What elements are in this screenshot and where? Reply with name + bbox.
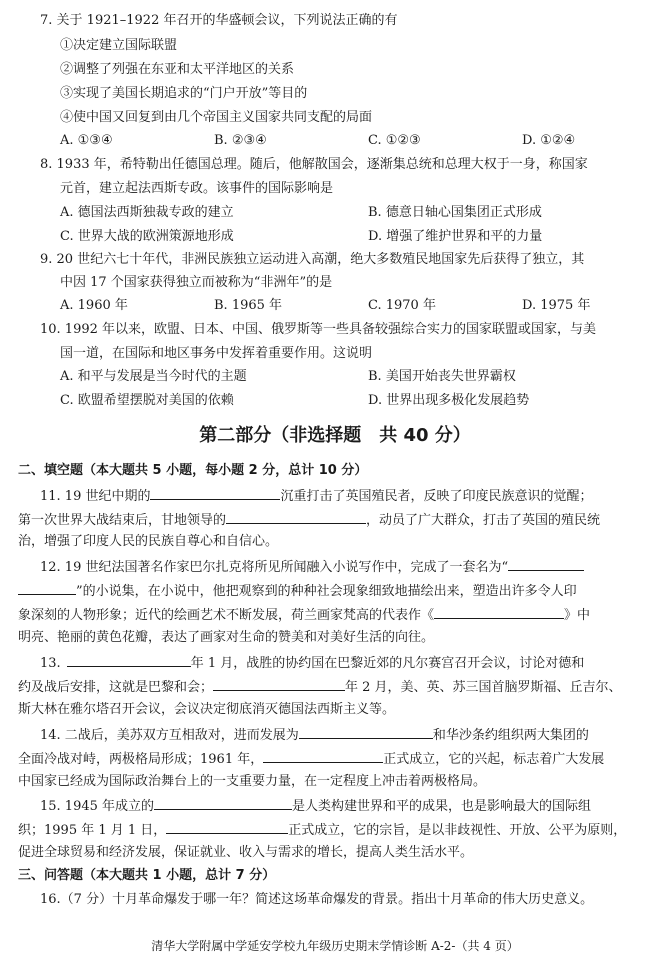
q15-text-a: 15. 1945 年成立的 xyxy=(40,799,155,814)
q14-line-3: 中国家已经成为国际政治舞台上的一支重要力量，在一定程度上冲击着两极格局。 xyxy=(18,774,487,789)
q7-option-a[interactable]: A. ①③④ xyxy=(60,133,113,148)
q11-line-1 xyxy=(40,486,593,504)
q10-option-d[interactable]: D. 世界出现多极化发展趋势 xyxy=(368,393,530,408)
q9-option-b[interactable]: B. 1965 年 xyxy=(214,298,283,313)
q11-text-c: 第一次世界大战结束后，甘地领导的 xyxy=(18,513,227,528)
q7-item-3: ③实现了美国长期追求的“门户开放”等目的 xyxy=(60,86,308,101)
q9-stem-line-2: 中因 17 个国家获得独立而被称为“非洲年”的是 xyxy=(60,275,333,290)
q11-blank-2[interactable] xyxy=(226,510,366,524)
q7-stem: 7. 关于 1921–1922 年召开的华盛顿会议，下列说法正确的有 xyxy=(40,13,398,28)
q9-option-d[interactable]: D. 1975 年 xyxy=(522,298,591,313)
q12-text-c: 象深刻的人物形象；近代的绘画艺术不断发展，荷兰画家梵高的代表作《 xyxy=(18,608,435,623)
q14-text-a: 14. 二战后，美苏双方互相敌对，进而发展为 xyxy=(40,728,299,743)
q11-text-d: ，动员了广大群众，打击了英国的殖民统 xyxy=(366,513,601,528)
part2-title: 第二部分（非选择题 共 40 分） xyxy=(199,425,471,446)
q8-stem-line-1: 8. 1933 年，希特勒出任德国总理。随后，他解散国会，逐渐集总统和总理大权于一身，称国家 xyxy=(40,157,588,172)
q12-text-a: 12. 19 世纪法国著名作家巴尔扎克将所见所闻融入小说写作中，完成了一套名为“ xyxy=(40,560,509,575)
q15-blank-2[interactable] xyxy=(166,820,288,834)
q16-stem: 16.（7 分）十月革命爆发于哪一年？简述这场革命爆发的背景。指出十月革命的伟大历史意义。 xyxy=(40,892,594,907)
q7-item-4: ④使中国又回复到由几个帝国主义国家共同支配的局面 xyxy=(60,110,373,125)
q13-text-b: 年 1 月，战胜的协约国在巴黎近郊的凡尔赛宫召开会议，讨论对德和 xyxy=(190,656,585,671)
q13-line-2 xyxy=(18,677,622,695)
q12-line-4: 明亮、艳丽的黄色花瓣，表达了画家对生命的赞美和对美好生活的向往。 xyxy=(18,630,435,645)
q12-line-3 xyxy=(18,605,590,623)
q12-text-b: ”的小说集，在小说中，他把观察到的种种社会现象细致地描绘出来，塑造出许多令人印 xyxy=(76,584,577,599)
q13-line-1 xyxy=(40,653,584,671)
fill-section-heading: 二、填空题（本大题共 5 小题，每小题 2 分，总计 10 分） xyxy=(18,463,368,478)
q12-line-1 xyxy=(40,557,584,575)
q8-option-b[interactable]: B. 德意日轴心国集团正式形成 xyxy=(368,205,542,220)
q14-text-d: 正式成立，它的兴起，标志着广大发展 xyxy=(383,752,605,767)
q15-text-c: 织；1995 年 1 月 1 日， xyxy=(18,823,167,838)
q14-text-b: 和华沙条约组织两大集团的 xyxy=(432,728,589,743)
q7-option-d[interactable]: D. ①②④ xyxy=(522,133,576,148)
q13-blank-2[interactable] xyxy=(213,677,345,691)
q9-stem-line-1: 9. 20 世纪六七十年代，非洲民族独立运动进入高潮，绝大多数殖民地国家先后获得了独立，其 xyxy=(40,252,585,267)
q13-text-a: 13. xyxy=(40,656,61,671)
q13-line-3: 斯大林在雅尔塔召开会议，会议决定彻底消灭德国法西斯主义等。 xyxy=(18,702,396,717)
q14-line-1 xyxy=(40,725,589,743)
q15-line-2 xyxy=(18,820,626,838)
q15-blank-1[interactable] xyxy=(154,796,292,810)
q11-blank-1[interactable] xyxy=(150,486,280,500)
q15-line-1 xyxy=(40,796,591,814)
q14-line-2 xyxy=(18,749,604,767)
q7-option-c[interactable]: C. ①②③ xyxy=(368,133,421,148)
q15-text-d: 正式成立，它的宗旨，是以非歧视性、开放、公平为原则， xyxy=(288,823,627,838)
q7-option-b[interactable]: B. ②③④ xyxy=(214,133,267,148)
qa-section-heading: 三、问答题（本大题共 1 小题，总计 7 分） xyxy=(18,868,276,883)
q12-blank-2[interactable] xyxy=(434,605,564,619)
q11-line-3: 治，增强了印度人民的民族自尊心和自信心。 xyxy=(18,534,279,549)
q9-option-c[interactable]: C. 1970 年 xyxy=(368,298,436,313)
q12-blank-1a[interactable] xyxy=(508,557,584,571)
q12-blank-1b[interactable] xyxy=(18,581,76,595)
q11-line-2 xyxy=(18,510,600,528)
q7-item-1: ①决定建立国际联盟 xyxy=(60,38,178,53)
q8-option-a[interactable]: A. 德国法西斯独裁专政的建立 xyxy=(60,205,234,220)
page-footer: 清华大学附属中学延安学校九年级历史期末学情诊断 A-2-（共 4 页） xyxy=(151,939,519,953)
q13-blank-1[interactable] xyxy=(67,653,191,667)
q8-stem-line-2: 元首，建立起法西斯专政。该事件的国际影响是 xyxy=(60,181,334,196)
q10-option-b[interactable]: B. 美国开始丧失世界霸权 xyxy=(368,369,516,384)
q14-text-c: 全面冷战对峙，两极格局形成；1961 年， xyxy=(18,752,264,767)
q11-text-a: 11. 19 世纪中期的 xyxy=(40,489,151,504)
q13-text-c: 约及战后安排，这就是巴黎和会； xyxy=(18,680,214,695)
q12-line-2 xyxy=(18,581,577,599)
q14-blank-2[interactable] xyxy=(263,749,383,763)
q14-blank-1[interactable] xyxy=(299,725,433,739)
q10-stem-line-2: 国一道，在国际和地区事务中发挥着重要作用。这说明 xyxy=(60,346,373,361)
q11-text-b: 沉重打击了英国殖民者，反映了印度民族意识的觉醒； xyxy=(280,489,593,504)
q10-option-a[interactable]: A. 和平与发展是当今时代的主题 xyxy=(60,369,247,384)
q8-option-d[interactable]: D. 增强了维护世界和平的力量 xyxy=(368,229,543,244)
q10-option-c[interactable]: C. 欧盟希望摆脱对美国的依赖 xyxy=(60,393,234,408)
q9-option-a[interactable]: A. 1960 年 xyxy=(60,298,128,313)
q12-text-d: 》中 xyxy=(564,608,591,623)
q15-line-3: 促进全球贸易和经济发展，保证就业、收入与需求的增长，提高人类生活水平。 xyxy=(18,845,474,860)
q8-option-c[interactable]: C. 世界大战的欧洲策源地形成 xyxy=(60,229,234,244)
q15-text-b: 是人类构建世界和平的成果，也是影响最大的国际组 xyxy=(292,799,592,814)
q7-item-2: ②调整了列强在东亚和太平洋地区的关系 xyxy=(60,62,295,77)
q10-stem-line-1: 10. 1992 年以来，欧盟、日本、中国、俄罗斯等一些具备较强综合实力的国家联盟或国家，与美 xyxy=(40,322,597,337)
q13-text-d: 年 2 月，美、英、苏三国首脑罗斯福、丘吉尔、 xyxy=(345,680,622,695)
